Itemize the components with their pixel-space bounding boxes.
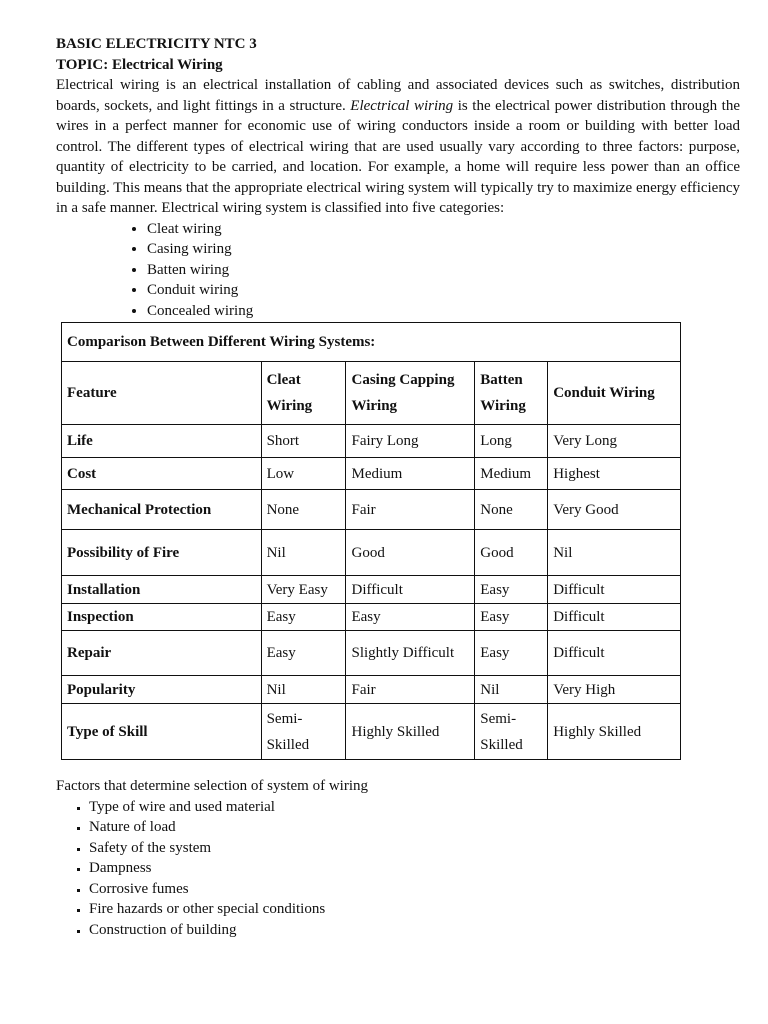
list-item: • Concealed wiring xyxy=(147,301,740,322)
table-cell: Nil xyxy=(548,530,681,576)
table-cell: Possibility of Fire xyxy=(62,530,262,576)
course-title: BASIC ELECTRICITY NTC 3 xyxy=(56,36,257,52)
column-header: Casing Capping Wiring xyxy=(346,362,475,425)
table-cell: Medium xyxy=(475,458,548,490)
table-cell: Easy xyxy=(261,631,346,676)
factors-section xyxy=(56,776,740,940)
table-row xyxy=(62,576,681,604)
table-cell: Very Good xyxy=(548,490,681,530)
table-cell: Repair xyxy=(62,631,262,676)
table-cell: Nil xyxy=(261,676,346,704)
table-cell: Slightly Difficult xyxy=(346,631,475,676)
wiring-categories-list xyxy=(56,219,740,322)
table-cell: None xyxy=(261,490,346,530)
table-row xyxy=(62,490,681,530)
table-row xyxy=(62,676,681,704)
table-cell: None xyxy=(475,490,548,530)
list-item: ▪ Type of wire and used material xyxy=(89,797,740,818)
table-row xyxy=(62,704,681,760)
list-item: • Cleat wiring xyxy=(147,219,740,240)
table-cell: Difficult xyxy=(548,576,681,604)
column-header: Batten Wiring xyxy=(475,362,548,425)
table-cell: Easy xyxy=(261,604,346,631)
table-cell: Inspection xyxy=(62,604,262,631)
table-row xyxy=(62,604,681,631)
table-cell: Popularity xyxy=(62,676,262,704)
table-cell: Very Easy xyxy=(261,576,346,604)
table-cell: Medium xyxy=(346,458,475,490)
table-cell: Easy xyxy=(475,631,548,676)
factors-intro: Factors that determine selection of system of wiring xyxy=(56,778,369,794)
table-cell: Cost xyxy=(62,458,262,490)
table-cell: Installation xyxy=(62,576,262,604)
intro-paragraph xyxy=(56,75,740,219)
table-caption: Comparison Between Different Wiring Systems: xyxy=(62,323,681,362)
table-cell: Semi-Skilled xyxy=(475,704,548,760)
table-cell: Very Long xyxy=(548,425,681,458)
list-item: • Batten wiring xyxy=(147,260,740,281)
table-cell: Good xyxy=(475,530,548,576)
intro-text-2: is the electrical power distribution through the wires in a perfect manner for economic use of wiring conductors inside a room or building with better load control. The different types of electrical wiring that are used usually vary according to three factors: purpose, quantity of electricity to be carried, and location. For example, a home will require less power than an office building. This means that the appropriate electrical wiring system will typically try to maximize energy efficiency in a safe manner. Electrical wiring system is classified into five categories: xyxy=(56,97,740,216)
table-caption-row xyxy=(62,323,681,362)
table-cell: Difficult xyxy=(548,631,681,676)
table-cell: Difficult xyxy=(548,604,681,631)
table-cell: Mechanical Protection xyxy=(62,490,262,530)
factors-list xyxy=(56,797,740,941)
table-cell: Type of Skill xyxy=(62,704,262,760)
table-cell: Difficult xyxy=(346,576,475,604)
list-item: ▪ Fire hazards or other special conditions xyxy=(89,899,740,920)
table-cell: Fair xyxy=(346,676,475,704)
topic-title: TOPIC: Electrical Wiring xyxy=(56,56,223,73)
column-header: Conduit Wiring xyxy=(548,362,681,425)
intro-italic-term: Electrical wiring xyxy=(350,97,454,114)
document-body xyxy=(56,34,740,321)
column-header: Cleat Wiring xyxy=(261,362,346,425)
list-item: ▪ Construction of building xyxy=(89,920,740,941)
table-cell: Highly Skilled xyxy=(346,704,475,760)
table-cell: Fair xyxy=(346,490,475,530)
table-cell: Very High xyxy=(548,676,681,704)
list-item: ▪ Safety of the system xyxy=(89,838,740,859)
table-cell: Life xyxy=(62,425,262,458)
table-row xyxy=(62,425,681,458)
table-cell: Easy xyxy=(475,604,548,631)
table-cell: Nil xyxy=(475,676,548,704)
table-cell: Fairy Long xyxy=(346,425,475,458)
table-header-row xyxy=(62,362,681,425)
list-item: ▪ Nature of load xyxy=(89,817,740,838)
table-row xyxy=(62,530,681,576)
table-cell: Short xyxy=(261,425,346,458)
table-row xyxy=(62,458,681,490)
table-cell: Highest xyxy=(548,458,681,490)
comparison-table xyxy=(61,322,681,760)
intro-text-1: Electrical wiring is an electrical installation of cabling and associated devices such as switches, distribution boards, sockets, and light fittings in a structure. xyxy=(56,77,740,114)
list-item: ▪ Corrosive fumes xyxy=(89,879,740,900)
table-cell: Low xyxy=(261,458,346,490)
table-cell: Good xyxy=(346,530,475,576)
table-cell: Nil xyxy=(261,530,346,576)
list-item: • Conduit wiring xyxy=(147,280,740,301)
list-item: ▪ Dampness xyxy=(89,858,740,879)
table-cell: Highly Skilled xyxy=(548,704,681,760)
table-cell: Semi-Skilled xyxy=(261,704,346,760)
table-row xyxy=(62,631,681,676)
column-header: Feature xyxy=(62,362,262,425)
table-cell: Long xyxy=(475,425,548,458)
table-cell: Easy xyxy=(475,576,548,604)
list-item: • Casing wiring xyxy=(147,239,740,260)
table-cell: Easy xyxy=(346,604,475,631)
